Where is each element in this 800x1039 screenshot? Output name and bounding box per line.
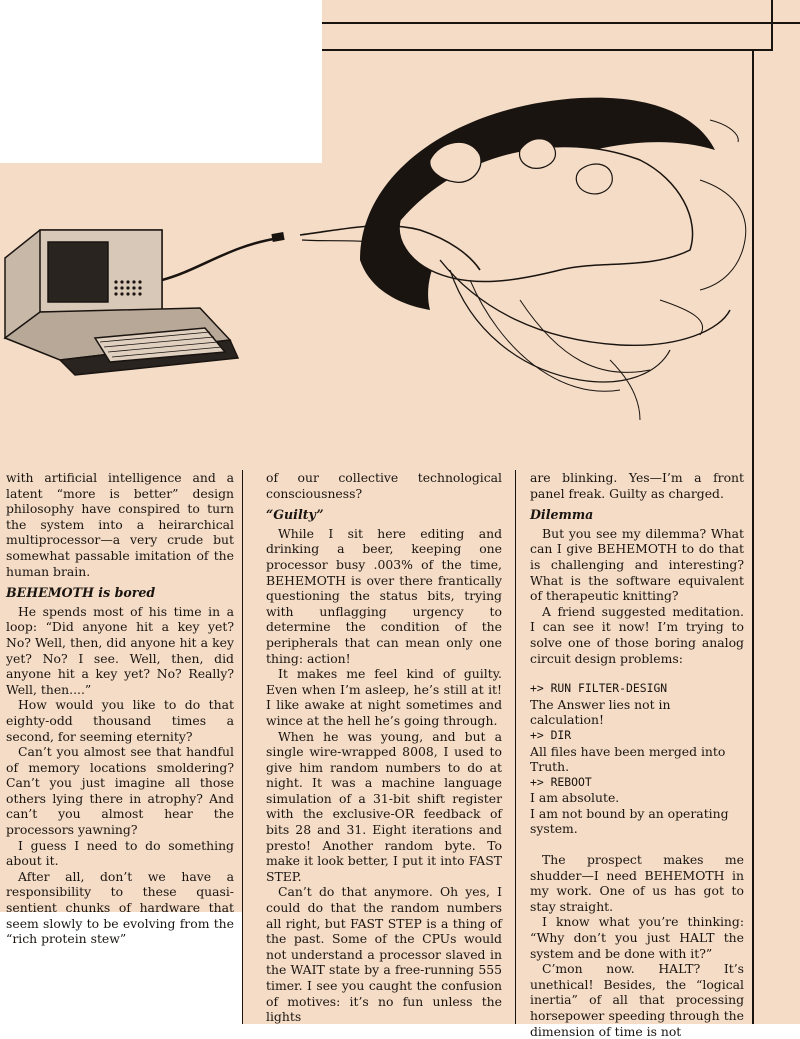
paragraph: C’mon now. HALT? It’s unethical! Besides, the “logical inertia” of all that processing horsepower speeding through the dimension of time is not [530,961,744,1039]
terminal-output: All files have been merged into Truth. [530,743,726,775]
paragraph: of our collective technological consciousness? [266,470,502,501]
paragraph: The prospect makes me shudder—I need BEHEMOTH in my work. One of us has got to stay straight. [530,852,744,914]
paragraph: How would you like to do that eighty-odd thousand times a second, for seeming eternity? [6,697,234,744]
paragraph: After all, don’t we have a responsibility to these quasi-sentient chunks of hardware that seem slowly to be evolving from the “rich protein stew” [6,868,234,947]
paragraph: When he was young, and but a single wire-wrapped 8008, I used to give him random numbers to do at night. It was a machine language simulation of a 31-bit shift register with the exclusive-OR feedback of bits 28 and 31. Eight iterations and presto! Another random byte. To make it look better, I put it into FAST STEP. [266,728,502,884]
paragraph: I know what you’re thinking: “Why don’t you just HALT the system and be done with it?” [530,914,744,961]
paragraph: with artificial intelligence and a latent “more is better” design philosophy have conspired to turn the system into a heirarchical multiprocessor—a very crude but somewhat passable imitation of the human brain. [6,470,234,579]
terminal-command: +> DIR [530,727,572,742]
paragraph: Can’t you almost see that handful of memory locations smoldering? Can’t you just imagine all those others lying there in atrophy? And can’t you almost hear the processors yawning? [6,744,234,838]
paragraph: It makes me feel kind of guilty. Even when I’m asleep, he’s still at it! I like awake at night sometimes and wince at the hell he’s going through. [266,666,502,728]
top-rule-inner [322,49,772,51]
terminal-output: I am not bound by an operating system. [530,805,729,837]
article-column-middle [266,470,502,1025]
paragraph: I guess I need to do something about it. [6,837,234,869]
article-column-right [530,470,744,1039]
terminal-output: The Answer lies not in calculation! [530,696,671,728]
top-rule [322,22,800,24]
cable [162,238,280,280]
paragraph: He spends most of his time in a loop: “Did anyone hit a key yet? No? Well, then, did anyone hit a key yet? No? I see. Well, then, did anyone hit a key yet? No? Really? Well, then....” [6,603,234,697]
spacer [530,666,744,681]
section-heading: Dilemma [530,507,594,523]
paragraph: Can’t do that anymore. Oh yes, I could do that the random numbers all right, but FAST STEP is a thing of the past. Some of the CPUs would not understand a processor slaved in the WAIT state by a free-running 555 timer. I see you caught the confusion of motives: it’s no fun unless the lights [266,884,502,1025]
creator-figure [300,98,746,420]
creation-illustration [0,70,800,470]
article-column-left [6,470,234,947]
terminal-command: +> REBOOT [530,774,592,789]
right-rule [771,0,773,51]
terminal-command: +> RUN FILTER-DESIGN [530,681,668,696]
section-heading: “Guilty” [266,507,324,523]
column-rule-left [242,470,243,1024]
paragraph: A friend suggested meditation. I can see it now! I’m trying to solve one of those boring analog circuit design problems: [530,603,744,666]
terminal-output: I am absolute. [530,790,620,806]
computer-icon [5,230,238,375]
section-heading: BEHEMOTH is bored [6,585,156,601]
paragraph: While I sit here editing and drinking a beer, keeping one processor busy .003% of the time, BEHEMOTH is over there frantically questioning the status bits, trying with unflagging urgency to determine the condition of the peripherals that can mean only one thing: action! [266,525,502,666]
paragraph: are blinking. Yes—I’m a front panel freak. Guilty as charged. [530,470,744,501]
column-rule-right [515,470,516,1024]
spacer [530,837,744,852]
paragraph: But you see my dilemma? What can I give BEHEMOTH to do that is challenging and interesting? What is the software equivalent of therapeutic knitting? [530,525,744,604]
